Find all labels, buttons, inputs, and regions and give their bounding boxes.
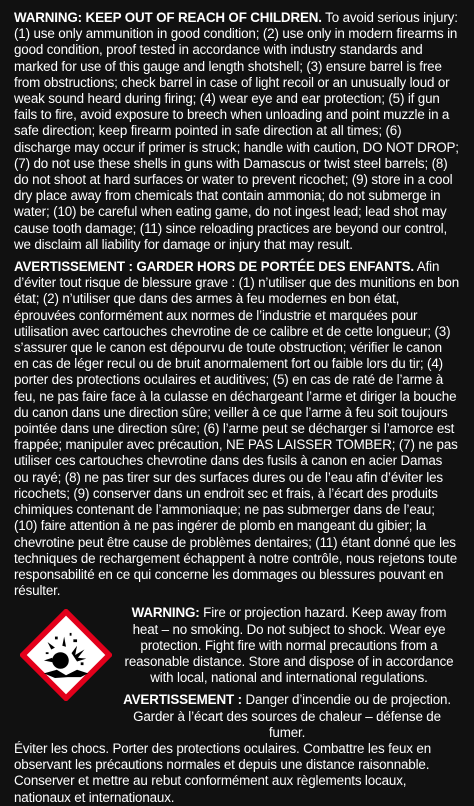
warning-fr-body: Afin d’éviter tout risque de blessure grave : (1) n’utiliser que des munitions en bon état; (2) n’utiliser que dans des armes à feu modernes en bon état, éprouvées conformément aux normes de l’industrie et marquées pour utilisation avec cartouches chevrotine de ce calibre et de cette longueur; (3) s’assurer que le canon est dépourvu de toute obstruction; vérifier le canon en cas de léger recul ou de bruit anormalement fort ou faible lors du tir; (4) porter des protections oculaires et auditives; (5) en cas de raté de l’arme à feu, ne pas faire face à la culasse en déchargeant l’arme et diriger la bouche du canon dans une direction sûre; veiller à ce que l’arme à feu soit toujours pointée dans une direction sûre; (6) l’arme peut se décharger si l’amorce est frappée; manipuler avec précaution, NE PAS LAISSER TOMBER; (7) ne pas utiliser ces cartouches chevrotine dans des fusils à canon en acier Damas ou rayé; (8) ne pas tirer sur des surfaces dures ou de l’eau afin d’éviter les ricochets; (9) conserver dans un endroit sec et frais, à l’écart des produits chimiques contenant de l’ammoniaque; ne pas submerger dans de l’eau; (10) faire attention à ne pas ingérer de plomb en mangeant du gibier; la chevrotine peut être cause de problèmes dentaires; (11) étant donné que les techniques de rechargement échappent à notre contrôle, nous rejetons toute responsabilité en ce qui concerne les dommages ou blessures pouvant en résulter. <box>14 259 460 599</box>
warning-fr-heading: AVERTISSEMENT : GARDER HORS DE PORTÉE DES ENFANTS. <box>14 259 414 275</box>
warning-en-paragraph <box>14 10 460 253</box>
hazard-en-body: Fire or projection hazard. Keep away from heat – no smoking. Do not subject to shock. Wear eye protection. Fight fire with normal precautions from a reasonable distance. Store and dispose of in accordance with local, national and international regulations. <box>124 605 454 686</box>
hazard-fr-body-top: Danger d’incendie ou de projection. Garder à l’écart des sources de chaleur – défense de fumer. <box>133 692 451 740</box>
hazard-fr-heading: AVERTISSEMENT : <box>123 692 242 708</box>
hazard-en-heading: WARNING: <box>131 605 200 621</box>
warning-en-heading: WARNING: KEEP OUT OF REACH OF CHILDREN. <box>14 10 322 25</box>
warning-fr-paragraph <box>14 259 460 599</box>
hazard-fr-text-rest: Éviter les chocs. Porter des protections oculaires. Combattre les feux en observant les précautions normales et depuis une distance raisonnable. Conserver et mettre au rebut conformément aux règlements locaux, nationaux et internationaux. <box>14 740 432 805</box>
warning-en-body: To avoid serious injury: (1) use only ammunition in good condition; (2) use only in modern firearms in good condition, proof tested in accordance with industry standards and marked for use of this gauge and length shotshell; (3) ensure barrel is free from obstructions; check barrel in case of light recoil or an unusually loud or weak sound heard during firing; (4) wear eye and ear protection; (5) if gun fails to fire, avoid exposure to breech when unloading and point muzzle in a safe direction; keep firearm pointed in safe direction at all times; (6) discharge may occur if primer is struck; handle with caution, DO NOT DROP; (7) do not use these shells in guns with Damascus or twist steel barrels; (8) do not shoot at hard surfaces or water to prevent ricochet; (9) store in a cool dry place away from chemicals that contain ammonia; do not submerge in water; (10) be careful when eating game, do not ingest lead; lead shot may cause tooth damage; (11) since reloading practices are beyond our control, we disclaim all liability for damage or injury that may result. <box>14 10 459 252</box>
ghs-explosive-pictogram-icon <box>20 609 112 701</box>
hazard-section <box>14 605 460 805</box>
